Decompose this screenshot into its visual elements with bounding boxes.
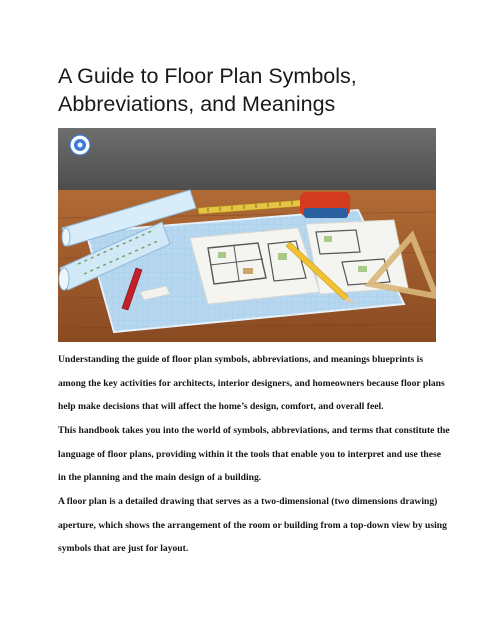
body-paragraph-3: A floor plan is a detailed drawing that serves as a two-dimensional (two dimensions drawing) aperture, which shows the arrangement of the room or building from a top-down view by using symbols that are just for layout. [58,496,447,554]
hero-image [58,128,436,342]
body-paragraph-2: This handbook takes you into the world of symbols, abbreviations, and terms that constitute the language of floor plans, providing within it the tools that enable you to interpret and use these in the planning and the main design of a building. [58,425,450,483]
floor-plan-drawing [190,228,320,304]
brand-logo-icon [70,135,90,155]
page-title: A Guide to Floor Plan Symbols, Abbreviations, and Meanings [58,64,357,116]
wall-background [58,128,436,194]
body-paragraph-1: Understanding the guide of floor plan symbols, abbreviations, and meanings blueprints is among the key activities for architects, interior designers, and homeowners because floor plans help make decisions that will affect the home’s design, comfort, and overall feel. [58,354,445,412]
